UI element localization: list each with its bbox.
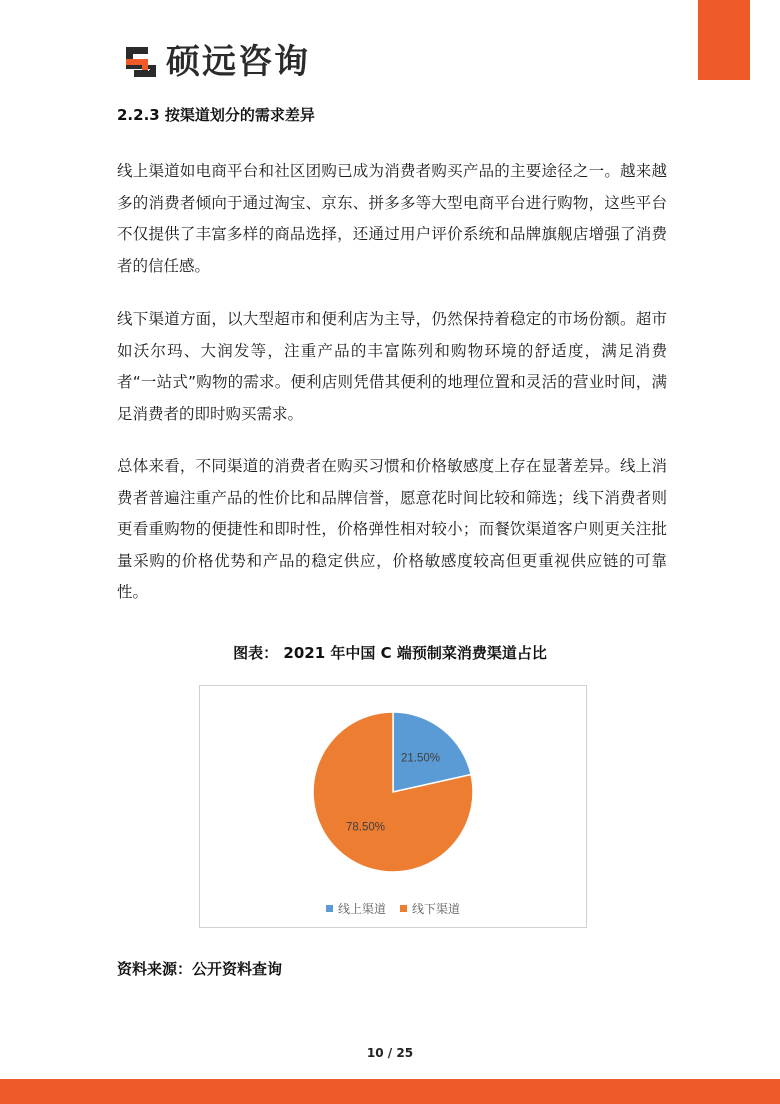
- pie-chart-svg: [200, 686, 586, 927]
- chart-legend: [200, 900, 586, 917]
- brand-name: 硕远咨询: [166, 42, 310, 82]
- section-heading: 2.2.3 按渠道划分的需求差异: [117, 106, 315, 124]
- legend-label-offline: 线下渠道: [412, 902, 461, 916]
- figure-caption: 图表： 2021 年中国 C 端预制菜消费渠道占比: [233, 644, 547, 662]
- legend-swatch-online: [326, 905, 333, 912]
- corner-accent-tab: [698, 0, 750, 80]
- footer-accent-bar: [0, 1079, 780, 1104]
- legend-swatch-offline: [400, 905, 407, 912]
- pie-chart: [199, 685, 587, 928]
- page-number: 10 / 25: [366, 1046, 414, 1060]
- brand-logo: [124, 42, 310, 82]
- data-source-note: 资料来源：公开资料查询: [117, 960, 283, 978]
- pie-data-label-online: 21.50%: [401, 752, 441, 765]
- legend-item-online: [326, 900, 386, 917]
- pie-data-label-offline: 78.50%: [345, 821, 385, 834]
- legend-item-offline: [400, 900, 460, 917]
- paragraph-summary: 总体来看，不同渠道的消费者在购买习惯和价格敏感度上存在显著差异。线上消费者普遍注重产品的性价比和品牌信誉，愿意花时间比较和筛选；线下消费者则更看重购物的便捷性和即时性，价格弹性相对较小；而餐饮渠道客户则更关注批量采购的价格优势和产品的稳定供应，价格敏感度较高但更重视供应链的可靠性。: [117, 457, 667, 601]
- legend-label-online: 线上渠道: [337, 902, 386, 916]
- paragraph-offline-channels: 线下渠道方面，以大型超市和便利店为主导，仍然保持着稳定的市场份额。超市如沃尔玛、大润发等，注重产品的丰富陈列和购物环境的舒适度，满足消费者“一站式”购物的需求。便利店则凭借其便利的地理位置和灵活的营业时间，满足消费者的即时购买需求。: [117, 310, 667, 423]
- brand-logo-icon: [124, 45, 158, 79]
- paragraph-online-channels: 线上渠道如电商平台和社区团购已成为消费者购买产品的主要途径之一。越来越多的消费者倾向于通过淘宝、京东、拼多多等大型电商平台进行购物，这些平台不仅提供了丰富多样的商品选择，还通过用户评价系统和品牌旗舰店增强了消费者的信任感。: [117, 162, 667, 275]
